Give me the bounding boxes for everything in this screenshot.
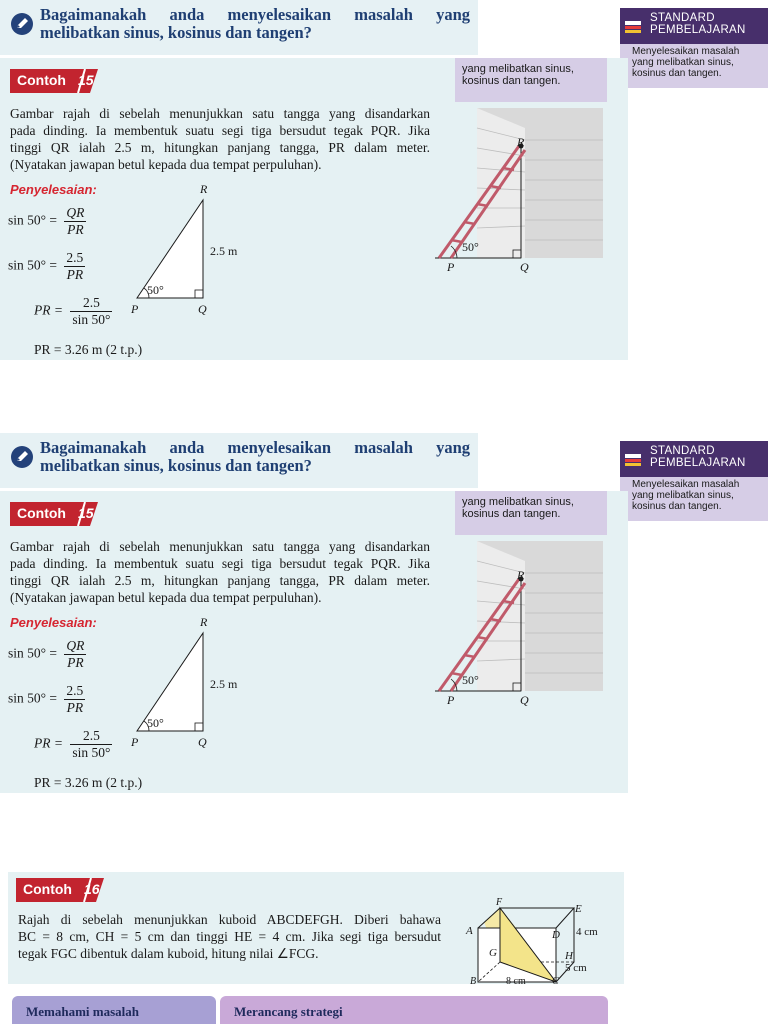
example-number: 15	[78, 505, 94, 521]
tab-label: Merancang strategi	[234, 1004, 343, 1019]
vertex-r: R	[200, 615, 208, 629]
question-heading: Bagaimanakah anda menyelesaikan masalah yang melibatkan sinus, kosinus dan tangen?	[40, 5, 470, 42]
example-label: Contoh	[17, 505, 66, 521]
standard-title-2: PEMBELAJARAN	[650, 457, 746, 469]
step-2: sin 50° = $\frac{2.5}{PR}$	[8, 250, 84, 282]
standard-header	[620, 441, 768, 477]
vertex-g: G	[489, 947, 497, 959]
step-1: sin 50° = $\frac{QR}{PR}$	[8, 638, 85, 670]
vertex-h: H	[565, 950, 573, 962]
standard-text: Menyelesaikan masalah yang melibatkan sinus, kosinus dan tangen.	[632, 46, 740, 79]
standard-text: Menyelesaikan masalah yang melibatkan sinus, kosinus dan tangen.	[632, 479, 740, 512]
note-text: yang melibatkan sinus, kosinus dan tangen.	[462, 63, 574, 87]
book-stack-icon	[624, 20, 644, 34]
step-1: sin 50° = $\frac{QR}{PR}$	[8, 205, 85, 237]
vertex-p: P	[131, 735, 139, 749]
ladder-illustration	[425, 100, 605, 270]
note-text: yang melibatkan sinus, kosinus dan tangen.	[462, 496, 574, 520]
ladder-angle: 50°	[462, 673, 479, 687]
step-3: PR = $\frac{2.5}{\sin 50^\circ}$	[34, 728, 111, 760]
book-stack-icon	[624, 453, 644, 467]
side-label: 2.5 m	[210, 244, 238, 258]
ladder-vertex-r: R	[517, 135, 525, 149]
vertex-q: Q	[198, 302, 207, 316]
standard-header	[620, 8, 768, 44]
ladder-vertex-q: Q	[520, 260, 529, 274]
vertex-c: C	[552, 976, 559, 987]
tab-merancang-strategi[interactable]	[220, 996, 608, 1024]
answer: PR = 3.26 m (2 t.p.)	[34, 342, 143, 357]
angle-label: 50°	[147, 716, 164, 730]
ladder-vertex-p: P	[447, 260, 455, 274]
ladder-angle: 50°	[462, 240, 479, 254]
answer: PR = 3.26 m (2 t.p.)	[34, 775, 143, 790]
example-text: Gambar rajah di sebelah menunjukkan satu tangga yang disandarkan pada dinding. Ia membentuk suatu segi tiga bersudut tegak PQR. Jika tinggi QR ialah 2.5 m, hitungkan panjang tangga, PR dalam meter. (Nyatakan jawapan betul kepada dua tempat perpuluhan).	[10, 539, 430, 605]
solution-label: Penyelesaian:	[10, 182, 97, 197]
step-2: sin 50° = $\frac{2.5}{PR}$	[8, 683, 84, 715]
solution-label: Penyelesaian:	[10, 615, 97, 630]
example-number: 15	[78, 72, 94, 88]
vertex-r: R	[200, 182, 208, 196]
standard-title-2: PEMBELAJARAN	[650, 24, 746, 36]
ladder-vertex-q: Q	[520, 693, 529, 707]
vertex-b: B	[470, 976, 477, 987]
example-text: Rajah di sebelah menunjukkan kuboid ABCDEFGH. Diberi bahawa BC = 8 cm, CH = 5 cm dan tinggi HE = 4 cm. Jika segi tiga bersudut tegak FGC dibentuk dalam kuboid, hitung nilai ∠FCG.	[18, 912, 441, 961]
example-label: Contoh	[17, 72, 66, 88]
example-number: 16	[84, 881, 100, 897]
vertex-q: Q	[198, 735, 207, 749]
dim-ch: 5 cm	[565, 962, 587, 974]
step-3: PR = $\frac{2.5}{\sin 50^\circ}$	[34, 295, 111, 327]
vertex-p: P	[131, 302, 139, 316]
vertex-d: D	[552, 929, 560, 941]
vertex-e: E	[575, 903, 582, 915]
example-label: Contoh	[23, 881, 72, 897]
example-text: Gambar rajah di sebelah menunjukkan satu tangga yang disandarkan pada dinding. Ia membentuk suatu segi tiga bersudut tegak PQR. Jika tinggi QR ialah 2.5 m, hitungkan panjang tangga, PR dalam meter. (Nyatakan jawapan betul kepada dua tempat perpuluhan).	[10, 106, 430, 172]
standard-title-1: STANDARD	[650, 445, 715, 457]
tab-memahami-masalah[interactable]	[12, 996, 216, 1024]
standard-title-1: STANDARD	[650, 12, 715, 24]
dim-he: 4 cm	[576, 926, 598, 938]
vertex-f: F	[496, 897, 503, 908]
side-label: 2.5 m	[210, 677, 238, 691]
vertex-a: A	[466, 925, 473, 937]
dim-bc: 8 cm	[506, 976, 526, 987]
pencil-icon	[10, 12, 34, 36]
question-heading: Bagaimanakah anda menyelesaikan masalah yang melibatkan sinus, kosinus dan tangen?	[40, 438, 470, 475]
pencil-icon	[10, 445, 34, 469]
ladder-vertex-r: R	[517, 568, 525, 582]
ladder-vertex-p: P	[447, 693, 455, 707]
tab-label: Memahami masalah	[26, 1004, 140, 1019]
angle-label: 50°	[147, 283, 164, 297]
ladder-illustration	[425, 533, 605, 703]
